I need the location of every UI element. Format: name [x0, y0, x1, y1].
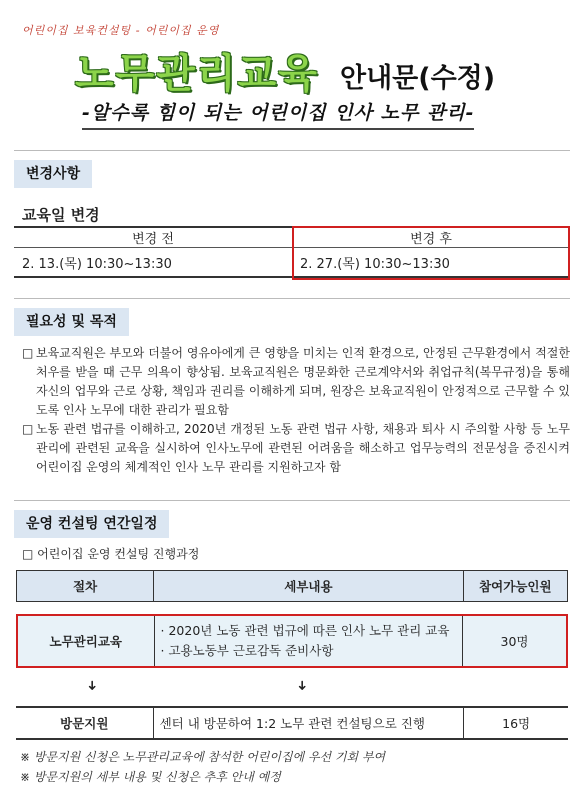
divider: [14, 298, 570, 299]
section-heading-schedule: 운영 컨설팅 연간일정: [14, 510, 169, 538]
column-header: 참여가능인원: [463, 571, 567, 602]
step-name: 방문지원: [16, 707, 153, 739]
after-value: 2. 27.(목) 10:30~13:30: [292, 248, 570, 278]
before-header: 변경 전: [14, 227, 292, 248]
after-header: 변경 후: [292, 227, 570, 248]
purpose-list: [22, 344, 570, 477]
page-title-suffix: 안내문(수정): [340, 63, 496, 94]
schedule-intro: [22, 545, 199, 562]
highlight-box: [292, 226, 570, 280]
checkbox-icon: □: [22, 346, 34, 360]
before-value: 2. 13.(목) 10:30~13:30: [14, 248, 292, 278]
table-row: [16, 706, 568, 740]
page-title: 노무관리교육: [75, 51, 319, 97]
table-row: [16, 614, 568, 668]
arrow-down-icon: ➜: [83, 680, 99, 691]
step-details: · 2020년 노동 관련 법규에 따른 인사 노무 관리 교육 · 고용노동부 근로감독 준비사항: [154, 615, 462, 667]
checkbox-icon: □: [22, 422, 34, 436]
column-header: 절차: [17, 571, 154, 602]
tagline: 어린이집 보육컨설팅 - 어린이집 운영: [22, 24, 220, 37]
column-header: 세부내용: [154, 571, 463, 602]
list-item: [22, 344, 570, 420]
step-capacity: 16명: [502, 716, 531, 731]
list-item: [22, 420, 570, 477]
step-capacity: 30명: [500, 634, 529, 649]
footnote: ※ 방문지원의 세부 내용 및 신청은 추후 안내 예정: [20, 770, 281, 784]
purpose-text: 노동 관련 법규를 이해하고, 2020년 개정된 노동 관련 법규 사항, 채용과 퇴사 시 주의할 사항 등 노무관리에 관련된 교육을 실시하여 인사노무에 관련된 어려움을 해소하고 업무능력의 전문성을 증진시켜 어린이집 운영의 체계적인 인사 노무 관리를 지원하고자 함: [36, 422, 570, 474]
step-name: 노무관리교육: [17, 615, 154, 667]
arrow-down-icon: ➜: [293, 680, 309, 691]
step-details: 센터 내 방문하여 1:2 노무 관련 컨설팅으로 진행: [153, 707, 464, 739]
divider: [14, 150, 570, 151]
page-subtitle: -알수록 힘이 되는 어린이집 인사 노무 관리-: [82, 102, 475, 124]
checkbox-icon: □: [22, 547, 38, 561]
footnote: ※ 방문지원 신청은 노무관리교육에 참석한 어린이집에 우선 기회 부여: [20, 750, 386, 764]
purpose-text: 보육교직원은 부모와 더불어 영유아에게 큰 영향을 미치는 인적 환경으로, 안정된 근무환경에서 적절한 처우를 받을 때 근무 의욕이 향상됨. 보육교직원은 명문화한 근로계약서와 취업규칙(복무규정)을 통해 자신의 업무와 근로 상황, 책임과 권리를 이해하게 되며, 원장은 보육교직원이 안정적으로 근무할 수 있도록 인사 노무에 대한 관리가 필요함: [36, 346, 570, 417]
change-subheading: 교육일 변경: [22, 206, 100, 224]
schedule-intro-text: 어린이집 운영 컨설팅 진행과정: [37, 547, 200, 561]
section-heading-changes: 변경사항: [14, 160, 92, 188]
section-heading-purpose: 필요성 및 목적: [14, 308, 129, 336]
schedule-header-table: [16, 570, 568, 602]
divider: [14, 500, 570, 501]
subtitle-underline: [82, 128, 474, 130]
